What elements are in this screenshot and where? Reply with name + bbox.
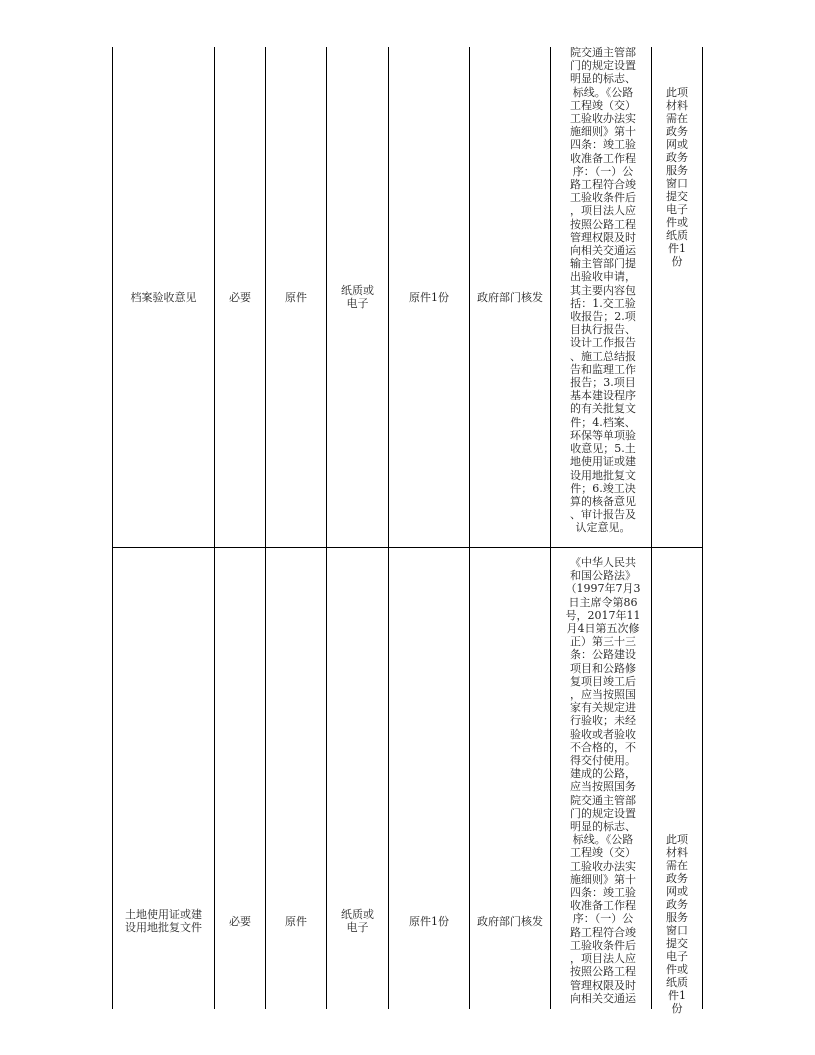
basis-line: 验收或者验收 (570, 727, 636, 741)
row-divider (112, 547, 703, 548)
basis-line: ，项目法人应 (570, 952, 636, 966)
basis-line: 设用地批复文 (570, 468, 636, 482)
basis-line: 目执行报告、 (570, 323, 636, 337)
source-cell (470, 898, 550, 944)
basis-line: 号，2017年11 (565, 608, 641, 622)
quantity: 原件1份 (409, 914, 449, 928)
basis-line: 、审计报告及 (570, 508, 636, 522)
basis-line: 和国公路法》 (570, 569, 636, 583)
basis-line: 月4日第五次修 (566, 622, 640, 636)
basis-line: 工验收办法实 (570, 859, 636, 873)
source: 政府部门核发 (477, 914, 543, 928)
basis-line: 行验收；未经 (570, 714, 636, 728)
basis-line: 序：（一）公 (572, 164, 634, 178)
format: 纸质或电子 (341, 284, 374, 310)
basis-line: 告和监理工作 (570, 362, 636, 376)
basis-line: 的有关批复文 (570, 402, 636, 416)
basis-line: 应当按照国务 (570, 780, 636, 794)
material-name-cell (113, 898, 214, 944)
basis-line: 按照公路工程 (570, 965, 636, 979)
basis-line: 认定意见。 (575, 521, 631, 535)
basis-line: 施细则》第十 (570, 125, 636, 139)
basis-line: 收准备工作程 (570, 151, 636, 165)
note: 此项材料需在政务网或政务服务窗口提交电子件或纸质件1份 (666, 833, 688, 1015)
basis-line: 环保等单项验 (570, 428, 636, 442)
requirement: 必要 (229, 914, 251, 928)
basis-line: 算的核备意见 (570, 494, 636, 508)
basis-line: 管理权限及时 (570, 230, 636, 244)
basis-line: 《中华人民共 (570, 556, 636, 569)
basis-line: 正）第三十三 (570, 635, 636, 649)
basis-line: 地使用证或建 (570, 455, 636, 469)
source-cell (470, 47, 550, 547)
requirement: 必要 (229, 290, 251, 304)
material-name-cell (113, 47, 214, 547)
basis-line: 标线。《公路 (572, 85, 634, 99)
quantity-cell (389, 47, 469, 547)
basis-line: 门的规定设置 (570, 59, 636, 73)
basis-line: 收报告；2.项 (570, 310, 636, 324)
basis-line: 向相关交通运 (570, 244, 636, 258)
original-copy-cell (266, 47, 326, 547)
basis-line: 家有关规定进 (570, 701, 636, 715)
basis-line: 工验收条件后 (570, 938, 636, 952)
requirement-cell (215, 47, 265, 547)
basis-line: 四条：竣工验 (570, 886, 636, 900)
basis-line: 工验收办法实 (570, 112, 636, 126)
format-cell (327, 898, 388, 944)
basis-line: 标线。《公路 (572, 833, 634, 847)
basis-line: 基本建设程序 (570, 389, 636, 403)
legal-basis (559, 46, 647, 535)
basis-line: 向相关交通运 (570, 991, 636, 1005)
grid-line-v9 (702, 47, 703, 1009)
material-name: 土地使用证或建设用地批复文件 (125, 908, 202, 934)
basis-line: 条：公路建设 (570, 648, 636, 662)
basis-line: 输主管部门提 (570, 257, 636, 271)
basis-line: 报告；3.项目 (570, 376, 636, 390)
basis-line: 明显的标志、 (570, 72, 636, 86)
basis-line: 复项目竣工后 (570, 674, 636, 688)
basis-line: 件；4.档案、 (570, 415, 636, 429)
basis-line: ，项目法人应 (570, 204, 636, 218)
basis-line: 得交付使用。 (570, 754, 636, 768)
basis-line: 序：（一）公 (572, 912, 634, 926)
format: 纸质或电子 (341, 908, 374, 934)
basis-line: 出验收申请， (570, 270, 636, 284)
basis-line: 管理权限及时 (570, 978, 636, 992)
note-cell (652, 86, 702, 268)
basis-line: 建成的公路， (570, 767, 636, 781)
original-or-copy: 原件 (285, 914, 307, 928)
basis-line: 路工程符合竣 (570, 925, 636, 939)
note: 此项材料需在政务网或政务服务窗口提交电子件或纸质件1份 (666, 86, 688, 268)
basis-line: 工程竣（交） (570, 846, 636, 860)
requirement-cell (215, 898, 265, 944)
basis-line: 门的规定设置 (570, 806, 636, 820)
basis-line: 四条：竣工验 (570, 138, 636, 152)
basis-line: 不合格的，不 (570, 740, 636, 754)
basis-line: 施细则》第十 (570, 872, 636, 886)
basis-line: 收意见；5.土 (570, 442, 636, 456)
basis-line: 日主席令第86 (568, 595, 638, 609)
original-copy-cell (266, 898, 326, 944)
basis-line: 其主要内容包 (570, 283, 636, 297)
basis-line: 院交通主管部 (570, 46, 636, 59)
format-cell (327, 47, 388, 547)
note-cell (652, 833, 702, 1015)
quantity: 原件1份 (409, 290, 449, 304)
basis-line: （1997年7月3 (565, 582, 641, 596)
legal-basis (559, 556, 647, 1006)
basis-line: 按照公路工程 (570, 217, 636, 231)
grid-line-v7 (550, 47, 551, 1009)
basis-line: 院交通主管部 (570, 793, 636, 807)
basis-line: 、施工总结报 (570, 349, 636, 363)
source: 政府部门核发 (477, 290, 543, 304)
basis-line: 工验收条件后 (570, 191, 636, 205)
basis-line: 路工程符合竣 (570, 178, 636, 192)
basis-line: 项目和公路修 (570, 661, 636, 675)
basis-line: 件；6.竣工决 (570, 481, 636, 495)
quantity-cell (389, 898, 469, 944)
basis-line: 括：1.交工验 (570, 296, 636, 310)
material-name: 档案验收意见 (130, 290, 197, 304)
original-or-copy: 原件 (285, 290, 307, 304)
basis-line: 工程竣（交） (570, 98, 636, 112)
basis-line: 设计工作报告 (570, 336, 636, 350)
basis-line: 明显的标志、 (570, 820, 636, 834)
basis-line: ，应当按照国 (570, 688, 636, 702)
basis-line: 收准备工作程 (570, 899, 636, 913)
